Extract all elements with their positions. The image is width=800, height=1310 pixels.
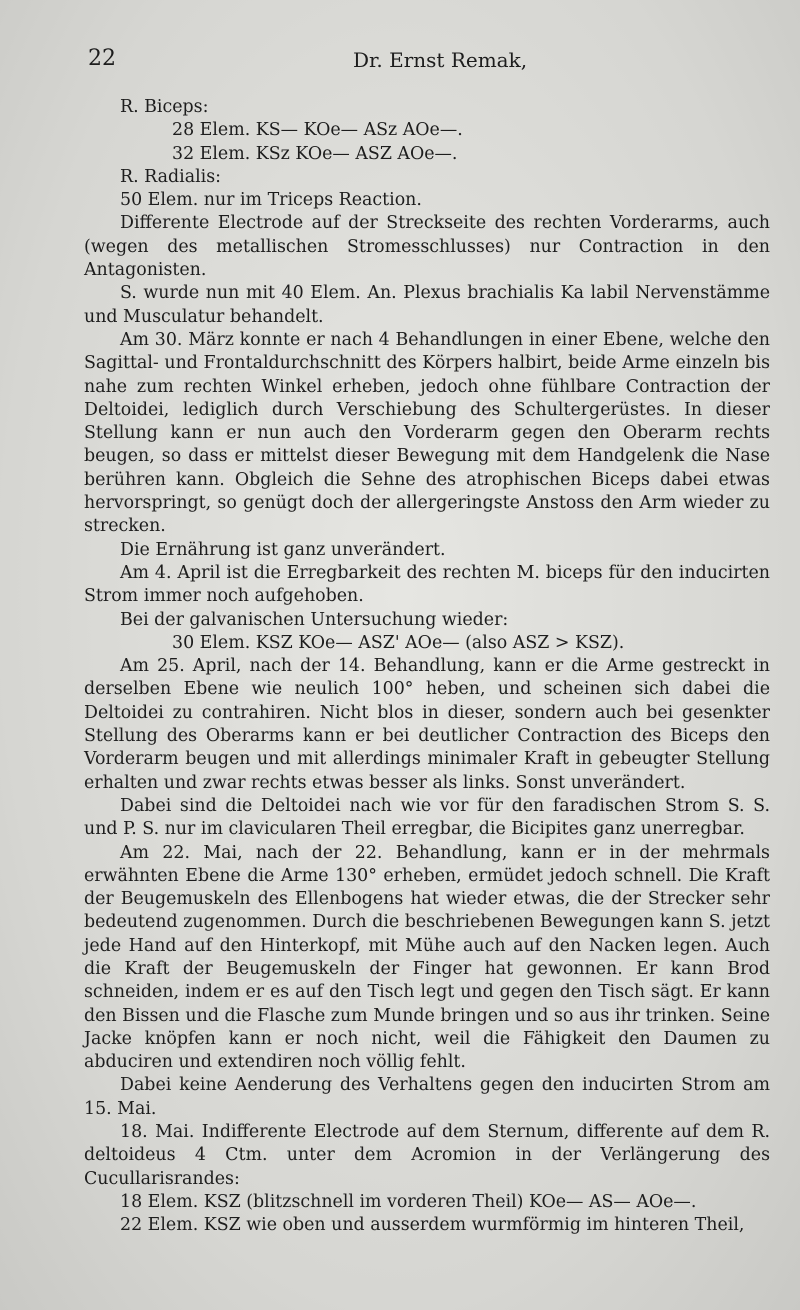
running-head: Dr. Ernst Remak,: [353, 48, 528, 72]
paragraph: 18. Mai. Indifferente Electrode auf dem Sternum, differente auf dem R. deltoideus 4 Ctm. unter dem Acromion in der Verlängerung des Cucullarisrandes:: [84, 1122, 770, 1189]
paragraph: Am 30. März konnte er nach 4 Behandlungen in einer Ebene, welche den Sagittal- und Frontaldurchschnitt des Körpers halbirt, beide Arme einzeln bis nahe zum rechten Winkel erheben, jedoch ohne fühlbare Contraction der Deltoidei, lediglich durch Verschiebung des Schultergerüstes. In dieser Stellung kann er nun auch den Vorderarm gegen den Oberarm rechts beugen, so dass er mittelst dieser Bewegung mit dem Handgelenk die Nase berühren kann. Obgleich die Sehne des atrophischen Biceps dabei etwas hervorspringt, so genügt doch der allergeringste Anstoss den Arm wieder zu strecken.: [84, 329, 770, 537]
measurement-line: 22 Elem. KSZ wie oben und ausserdem wurmförmig im hinteren Theil,: [120, 1215, 745, 1236]
paragraph: R. Radialis:: [120, 166, 221, 187]
paragraph: S. wurde nun mit 40 Elem. An. Plexus brachialis Ka labil Nervenstämme und Musculatur behandelt.: [84, 283, 770, 327]
paragraph: R. Biceps:: [120, 97, 209, 117]
page-number: 22: [88, 46, 116, 71]
measurement-line: 28 Elem. KS— KOe— ASz AOe—.: [172, 120, 463, 141]
paragraph: Am 4. April ist die Erregbarkeit des rechten M. biceps für den inducirten Strom immer noch aufgehoben.: [84, 562, 770, 607]
paragraph: Dabei sind die Deltoidei nach wie vor für den faradischen Strom S. S. und P. S. nur im clavicularen Theil erregbar, die Bicipites ganz unerregbar.: [84, 795, 770, 840]
measurement-line: 18 Elem. KSZ (blitzschnell im vorderen Theil) KOe— AS— AOe—.: [120, 1191, 697, 1212]
page-header: [88, 46, 780, 80]
measurement-line: 32 Elem. KSz KOe— ASZ AOe—.: [172, 143, 458, 164]
paragraph: Differente Electrode auf der Streckseite des rechten Vorderarms, auch (wegen des metallischen Stromesschlusses) nur Contraction in den Antagonisten.: [84, 213, 770, 281]
paragraph: Die Ernährung ist ganz unverändert.: [120, 539, 446, 560]
page-body: [84, 96, 770, 1238]
measurement-line: 30 Elem. KSZ KOe— ASZ' AOe— (also ASZ > KSZ).: [172, 632, 625, 653]
paragraph: Bei der galvanischen Untersuchung wieder:: [120, 609, 509, 630]
measurement-line: 50 Elem. nur im Triceps Reaction.: [120, 190, 422, 211]
paragraph: Dabei keine Aenderung des Verhaltens gegen den inducirten Strom am 15. Mai.: [84, 1075, 770, 1119]
paragraph: Am 25. April, nach der 14. Behandlung, kann er die Arme gestreckt in derselben Ebene wie neulich 100° heben, und scheinen sich dabei die Deltoidei zu contrahiren. Nicht blos in dieser, sondern auch bei gesenkter Stellung des Oberarms kann er bei deutlicher Contraction des Biceps den Vorderarm beugen und mit allerdings minimaler Kraft in gebeugter Stellung erhalten und zwar rechts etwas besser als links. Sonst unverändert.: [84, 656, 770, 793]
paragraph: Am 22. Mai, nach der 22. Behandlung, kann er in der mehrmals erwähnten Ebene die Arme 130° erheben, ermüdet jedoch schnell. Die Kraft der Beugemuskeln des Ellenbogens hat wieder etwas, die der Strecker sehr bedeutend zugenommen. Durch die beschriebenen Bewegungen kann S. jetzt jede Hand auf den Hinterkopf, mit Mühe auch auf den Nacken legen. Auch die Kraft der Beugemuskeln der Finger hat gewonnen. Er kann Brod schneiden, indem er es auf den Tisch legt und gegen den Tisch sägt. Er kann den Bissen und die Flasche zum Munde bringen und so aus ihr trinken. Seine Jacke knöpfen kann er noch nicht, weil die Fähigkeit den Daumen zu abduciren und extendiren noch völlig fehlt.: [84, 842, 770, 1073]
